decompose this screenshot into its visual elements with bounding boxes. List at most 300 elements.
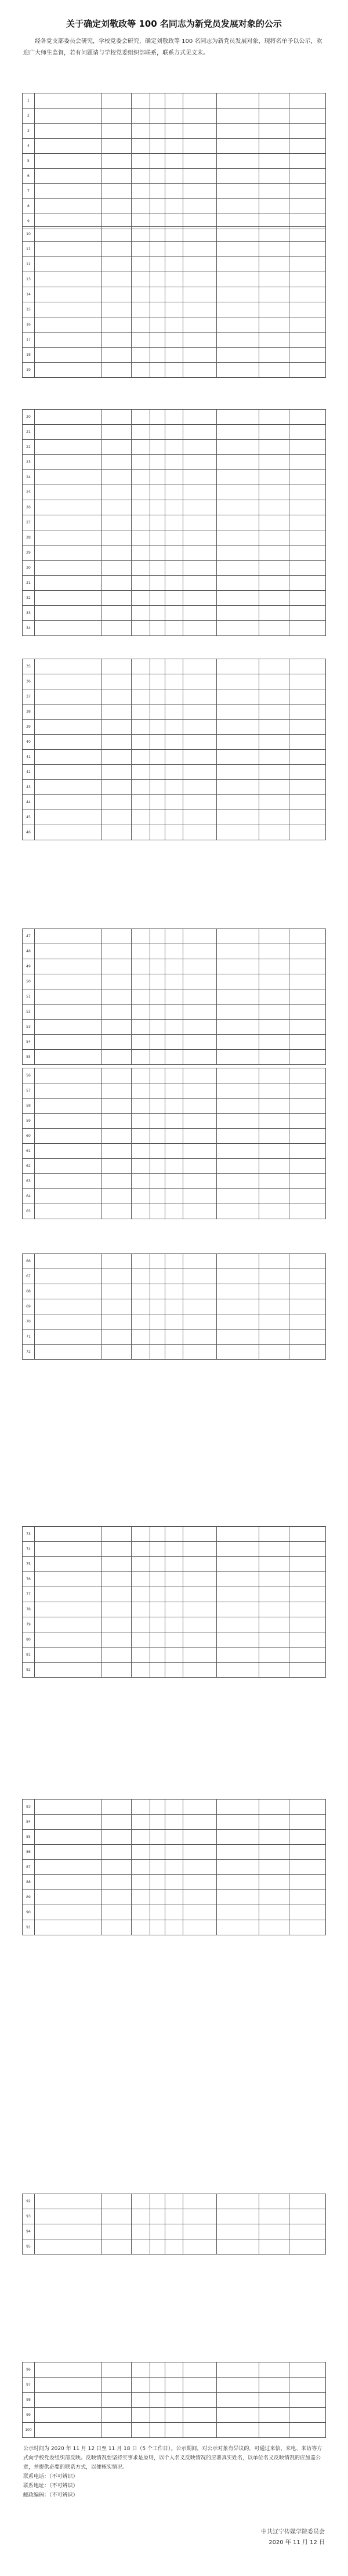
table-cell [165,974,183,989]
table-cell [289,704,326,720]
table-cell [101,440,131,455]
table-cell [101,1557,131,1572]
table-cell [259,2224,289,2239]
table-cell [259,929,289,944]
table-cell [259,989,289,1005]
row-number: 43 [23,780,35,795]
row-number: 10 [23,227,35,242]
row-number: 76 [23,1572,35,1587]
row-number: 52 [23,1005,35,1020]
table-cell [34,1890,101,1905]
table-cell [165,124,183,139]
table-cell [132,720,150,735]
table-cell [132,1269,150,1284]
table-cell [34,825,101,840]
table-cell [132,674,150,689]
table-cell [150,500,165,515]
table-cell [150,1254,165,1269]
table-cell [150,1035,165,1050]
table-cell [150,2362,165,2378]
table-cell [289,1920,326,1935]
table-cell [289,591,326,606]
row-number: 9 [23,214,35,229]
table-cell [34,689,101,704]
table-cell [183,333,217,348]
table-row [23,689,326,704]
table-cell [216,621,259,636]
row-number: 67 [23,1269,35,1284]
table-row [23,363,326,378]
table-cell [289,410,326,425]
table-row [23,1204,326,1219]
table-cell [101,1204,131,1219]
table-cell [132,363,150,378]
table-cell [165,317,183,333]
table-cell [289,500,326,515]
table-row [23,545,326,561]
table-cell [165,1299,183,1314]
table-cell [34,199,101,214]
table-cell [259,2408,289,2423]
table-cell [132,530,150,545]
table-cell [132,2393,150,2408]
table-cell [183,720,217,735]
table-cell [259,1284,289,1299]
table-cell [183,1083,217,1099]
table-block [22,226,326,378]
table-cell [216,674,259,689]
table-cell [289,765,326,780]
table-cell [216,302,259,317]
table-cell [183,1602,217,1617]
table-cell [101,561,131,576]
table-cell [183,1632,217,1648]
table-cell [150,333,165,348]
table-cell [101,1905,131,1920]
table-cell [259,515,289,530]
table-cell [150,1269,165,1284]
table-cell [183,1159,217,1174]
table-cell [101,199,131,214]
table-cell [165,1860,183,1875]
table-cell [165,257,183,272]
table-cell [216,530,259,545]
table-cell [183,1845,217,1860]
table-cell [101,93,131,109]
table-cell [165,1005,183,1020]
table-cell [101,1174,131,1189]
table-cell [165,287,183,302]
table-cell [132,1329,150,1345]
table-cell [165,302,183,317]
table-cell [132,287,150,302]
table-cell [132,929,150,944]
table-cell [165,689,183,704]
row-number: 45 [23,810,35,825]
table-cell [132,227,150,242]
table-cell [34,1159,101,1174]
row-number: 18 [23,348,35,363]
row-number: 24 [23,470,35,485]
table-cell [183,929,217,944]
table-cell [132,944,150,959]
table-cell [289,124,326,139]
table-row [23,1174,326,1189]
row-number: 68 [23,1284,35,1299]
table-cell [132,1314,150,1329]
table-cell [150,1860,165,1875]
table-cell [183,1905,217,1920]
table-cell [132,1920,150,1935]
table-cell [165,139,183,154]
table-cell [216,363,259,378]
table-row [23,1572,326,1587]
table-cell [132,1068,150,1083]
table-cell [289,780,326,795]
table-cell [132,425,150,440]
table-cell [183,272,217,287]
table-row [23,515,326,530]
table-cell [216,1602,259,1617]
table-cell [289,2423,326,2438]
table-cell [183,242,217,257]
row-number: 83 [23,1800,35,1815]
table-cell [165,780,183,795]
table-cell [183,500,217,515]
table-cell [165,606,183,621]
table-cell [132,1617,150,1632]
table-cell [216,1174,259,1189]
table-cell [289,2194,326,2209]
table-cell [165,515,183,530]
table-cell [34,2239,101,2255]
table-cell [132,2423,150,2438]
table-cell [259,689,289,704]
table-cell [150,1875,165,1890]
table-cell [183,1527,217,1542]
table-cell [101,124,131,139]
table-cell [34,735,101,750]
table-cell [132,1542,150,1557]
table-cell [34,1083,101,1099]
table-cell [150,1542,165,1557]
table-row [23,944,326,959]
table-cell [289,242,326,257]
table-cell [259,825,289,840]
table-cell [101,139,131,154]
table-cell [165,621,183,636]
table-cell [165,2239,183,2255]
table-cell [289,2362,326,2378]
table-cell [183,93,217,109]
table-cell [132,1345,150,1360]
table-cell [150,169,165,184]
table-cell [183,317,217,333]
table-cell [183,2423,217,2438]
table-cell [259,348,289,363]
table-cell [289,1602,326,1617]
table-cell [289,1020,326,1035]
row-number: 66 [23,1254,35,1269]
table-cell [132,2194,150,2209]
table-cell [216,317,259,333]
table-row [23,1159,326,1174]
table-cell [34,1050,101,1065]
table-cell [132,1527,150,1542]
row-number: 14 [23,287,35,302]
table-block [22,2362,326,2438]
table-cell [101,720,131,735]
table-cell [165,530,183,545]
table-cell [132,2378,150,2393]
table-cell [101,545,131,561]
table-cell [289,606,326,621]
table-cell [259,959,289,974]
table-cell [165,591,183,606]
table-cell [165,2423,183,2438]
table-cell [259,674,289,689]
table-cell [132,780,150,795]
row-number: 82 [23,1663,35,1678]
table-cell [132,257,150,272]
table-cell [34,363,101,378]
table-cell [34,1144,101,1159]
table-cell [216,1617,259,1632]
row-number: 41 [23,750,35,765]
row-number: 98 [23,2393,35,2408]
table-cell [132,1254,150,1269]
table-cell [216,1890,259,1905]
table-cell [183,780,217,795]
table-cell [165,959,183,974]
table-cell [183,1587,217,1602]
table-cell [289,1830,326,1845]
table-cell [216,184,259,199]
table-cell [216,750,259,765]
table-cell [132,410,150,425]
row-number: 13 [23,272,35,287]
table-cell [259,139,289,154]
table-cell [150,576,165,591]
table-cell [101,1035,131,1050]
table-row [23,2408,326,2423]
table-cell [132,1860,150,1875]
row-number: 78 [23,1602,35,1617]
table-cell [150,944,165,959]
row-number: 85 [23,1830,35,1845]
table-cell [165,242,183,257]
table-cell [259,124,289,139]
table-row [23,440,326,455]
table-cell [150,689,165,704]
table-cell [34,1005,101,1020]
table-cell [183,1860,217,1875]
table-cell [132,959,150,974]
table-cell [150,1159,165,1174]
table-cell [150,765,165,780]
table-row [23,455,326,470]
intro-paragraph: 经各党支部委员会研究，学校党委会研究，确定刘敬政等 100 名同志为新党员发展对象，现将名单予以公示，欢迎广大师生监督，若有问题请与学校党委组织部联系，联系方式见文末。 [23,38,322,56]
table-cell [132,1035,150,1050]
table-cell [132,333,150,348]
table-cell [34,1617,101,1632]
table-cell [289,530,326,545]
table-cell [34,704,101,720]
table-cell [289,1800,326,1815]
table-cell [289,1860,326,1875]
table-cell [101,1329,131,1345]
table-cell [132,1144,150,1159]
table-cell [165,1050,183,1065]
table-cell [183,1800,217,1815]
table-cell [289,561,326,576]
row-number: 2 [23,109,35,124]
row-number: 71 [23,1329,35,1345]
table-block [22,409,326,636]
table-cell [289,989,326,1005]
table-cell [101,1083,131,1099]
table-cell [165,1099,183,1114]
table-cell [132,1174,150,1189]
table-cell [34,1329,101,1345]
row-number: 62 [23,1159,35,1174]
row-number: 77 [23,1587,35,1602]
row-number: 70 [23,1314,35,1329]
row-number: 99 [23,2408,35,2423]
table-cell [183,1050,217,1065]
table-cell [101,485,131,500]
table-cell [289,1204,326,1219]
table-cell [34,1129,101,1144]
table-cell [132,440,150,455]
table-cell [34,410,101,425]
table-cell [259,1542,289,1557]
table-cell [289,1174,326,1189]
table-cell [259,2378,289,2393]
row-number: 86 [23,1845,35,1860]
table-cell [216,154,259,169]
table-cell [101,257,131,272]
table-cell [34,1020,101,1035]
table-cell [101,1005,131,1020]
table-cell [150,302,165,317]
table-cell [289,1099,326,1114]
table-cell [101,1572,131,1587]
table-cell [216,139,259,154]
table-cell [34,1254,101,1269]
table-cell [34,1905,101,1920]
table-cell [259,1345,289,1360]
table-row [23,974,326,989]
table-cell [289,227,326,242]
table-cell [34,2224,101,2239]
table-cell [183,302,217,317]
table-cell [150,1648,165,1663]
table-cell [259,257,289,272]
row-number: 60 [23,1129,35,1144]
table-cell [259,425,289,440]
row-number: 88 [23,1875,35,1890]
table-cell [132,1189,150,1204]
table-cell [101,109,131,124]
table-cell [183,1068,217,1083]
table-cell [34,2362,101,2378]
table-cell [259,485,289,500]
table-cell [183,606,217,621]
table-cell [183,810,217,825]
row-number: 36 [23,674,35,689]
table-cell [289,154,326,169]
table-row [23,500,326,515]
table-cell [34,1527,101,1542]
row-number: 6 [23,169,35,184]
table-cell [216,1068,259,1083]
table-row [23,1005,326,1020]
table-row [23,1254,326,1269]
table-block [22,1068,326,1219]
table-cell [259,2209,289,2224]
row-number: 51 [23,989,35,1005]
row-number: 4 [23,139,35,154]
table-cell [183,139,217,154]
table-row [23,1663,326,1678]
table-cell [183,227,217,242]
table-cell [216,500,259,515]
table-cell [183,410,217,425]
table-row [23,780,326,795]
table-cell [132,1875,150,1890]
table-cell [165,1144,183,1159]
table-cell [132,470,150,485]
table-cell [132,124,150,139]
table-cell [101,1345,131,1360]
table-cell [165,425,183,440]
table-cell [101,2224,131,2239]
table-row [23,1845,326,1860]
table-cell [183,1035,217,1050]
table-cell [216,659,259,674]
table-cell [101,929,131,944]
table-cell [259,1860,289,1875]
table-cell [150,1890,165,1905]
table-row [23,485,326,500]
table-cell [150,530,165,545]
table-cell [150,455,165,470]
row-number: 11 [23,242,35,257]
table-cell [34,1845,101,1860]
table-row [23,1345,326,1360]
table-cell [101,989,131,1005]
row-number: 48 [23,944,35,959]
table-cell [101,1648,131,1663]
table-cell [183,515,217,530]
table-row [23,272,326,287]
row-number: 96 [23,2362,35,2378]
table-cell [150,2239,165,2255]
table-cell [34,1174,101,1189]
table-cell [150,591,165,606]
table-cell [216,1129,259,1144]
table-cell [289,545,326,561]
table-cell [150,1602,165,1617]
table-cell [216,2378,259,2393]
table-cell [101,1830,131,1845]
table-cell [216,1860,259,1875]
table-cell [165,109,183,124]
table-cell [259,750,289,765]
table-cell [165,1345,183,1360]
table-cell [259,1254,289,1269]
